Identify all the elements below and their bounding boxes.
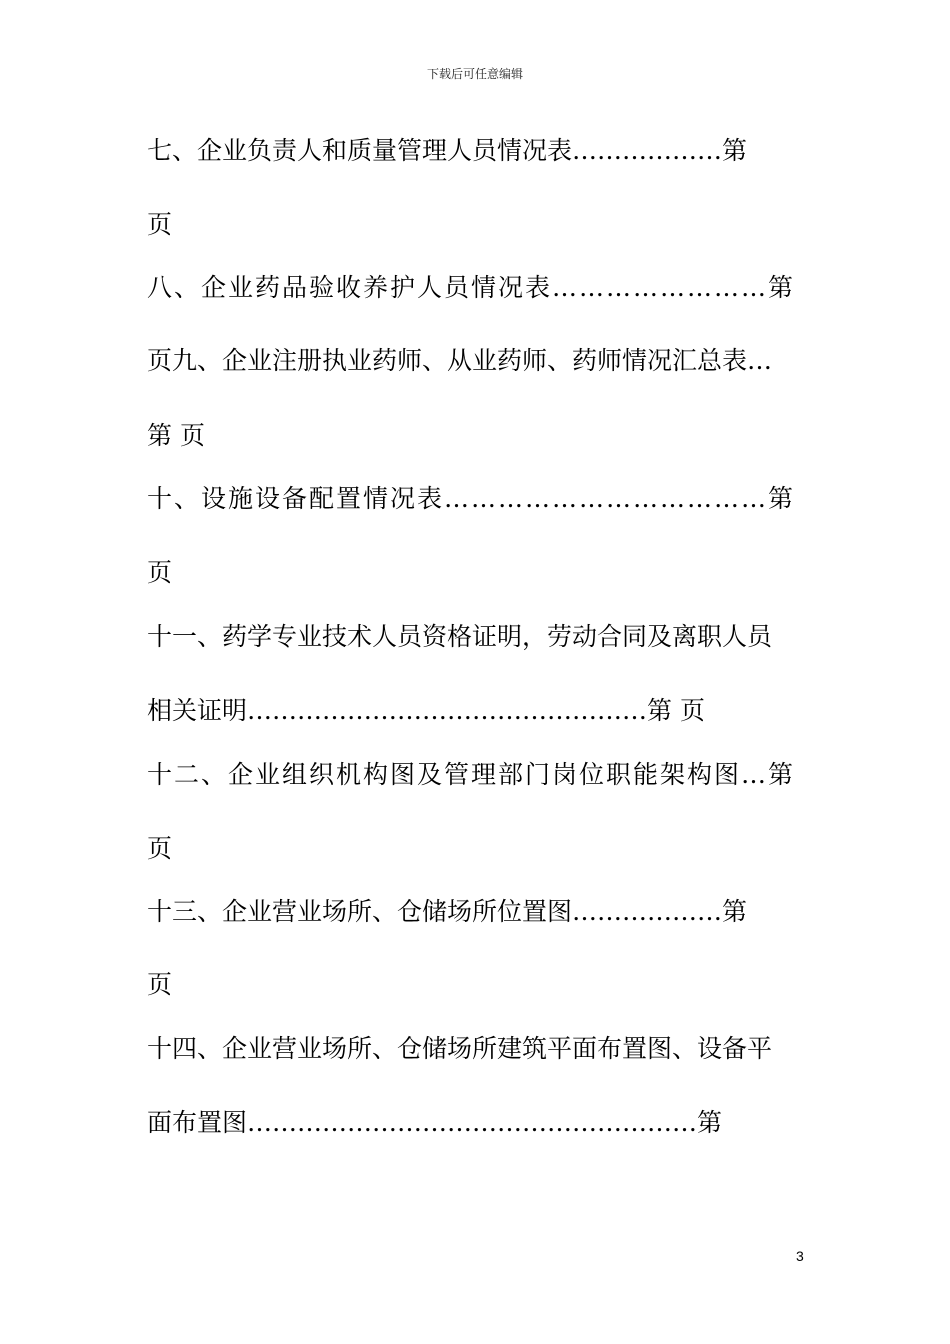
toc-line: 页九、企业注册执业药师、从业药师、药师情况汇总表… [147,346,773,375]
toc-line: 十一、药学专业技术人员资格证明，劳动合同及离职人员 [147,622,773,651]
toc-line: 页 [147,970,173,999]
toc-line: 十四、企业营业场所、仓储场所建筑平面布置图、设备平 [147,1034,773,1063]
toc-line: 面布置图………………………………………………第 [147,1108,723,1137]
toc-line: 七、企业负责人和质量管理人员情况表………………第 [147,136,748,165]
toc-line: 十二、企业组织机构图及管理部门岗位职能架构图…第 [147,760,796,789]
toc-line: 相关证明…………………………………………第 页 [147,696,705,725]
toc-line: 页 [147,834,173,863]
toc-line: 页 [147,210,173,239]
toc-line: 八、企业药品验收养护人员情况表……………………第 [147,273,796,302]
toc-line: 十三、企业营业场所、仓储场所位置图………………第 [147,897,748,926]
page-number: 3 [796,1248,804,1264]
page-header: 下载后可任意编辑 [426,67,523,81]
toc-line: 页 [147,558,173,587]
toc-line: 第 页 [147,421,205,450]
toc-line: 十、设施设备配置情况表………………………………第 [147,484,796,513]
